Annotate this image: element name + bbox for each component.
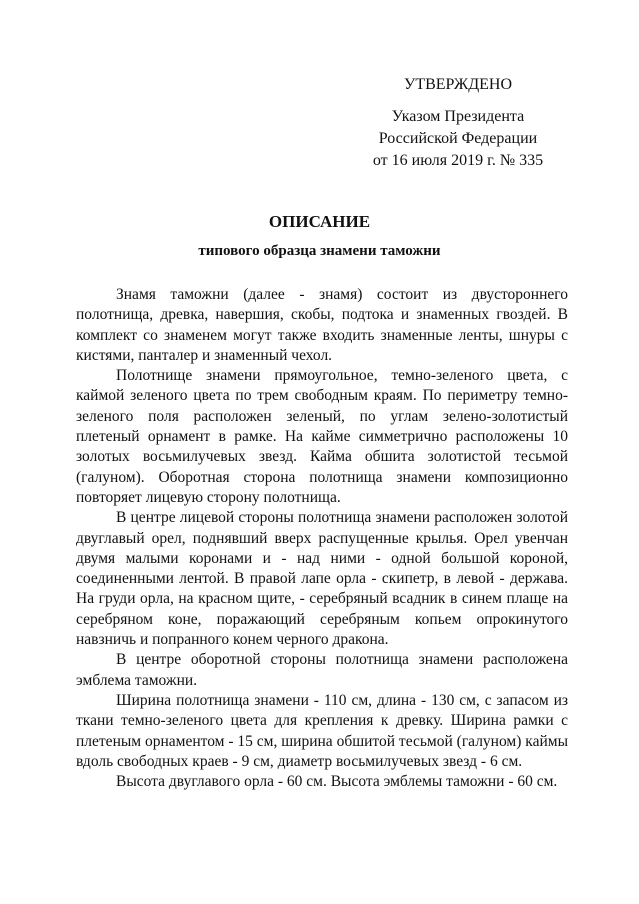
approval-line: Указом Президента [391, 108, 525, 125]
document-body [76, 285, 568, 792]
body-paragraph: Полотнище знамени прямоугольное, темно-зеленого цвета, с каймой зеленого цвета по трем свободным краям. По периметру темно-зеленого поля расположен зеленый, по углам зелено-золотистый плетеный орнамент в рамке. На кайме симметрично расположены 10 золотых восьмилучевых звезд. Кайма обшита золотистой тесьмой (галуном). Оборотная сторона полотнища знамени композиционно повторяет лицевую сторону полотнища. [76, 367, 568, 506]
approval-stamp: УТВЕРЖДЕНО [403, 76, 512, 93]
approval-block [348, 74, 568, 172]
body-paragraph: Ширина полотнища знамени - 110 см, длина - 130 см, с запасом из ткани темно-зеленого цвета для крепления к древку. Ширина рамки с плетеным орнаментом - 15 см, ширина обшитой тесьмой (галуном) каймы вдоль свободных краев - 9 см, диаметр восьмилучевых звезд - 6 см. [76, 691, 568, 770]
document-title: ОПИСАНИЕ [268, 212, 371, 231]
approval-line: Российской Федерации [378, 130, 538, 147]
body-paragraph: Знамя таможни (далее - знамя) состоит из двустороннего полотнища, древка, навершия, скобы, подтока и знаменных гвоздей. В комплект со знаменем могут также входить знаменные ленты, шнуры с кистями, панталер и знаменный чехол. [76, 286, 568, 364]
body-paragraph: В центре лицевой стороны полотнища знамени расположен золотой двуглавый орел, поднявший вверх распущенные крылья. Орел увенчан двумя малыми коронами и - над ними - одной большой короной, соединенными лентой. В правой лапе орла - скипетр, в левой - держава. На груди орла, на красном щите, - серебряный всадник в синем плаще на серебряном коне, поражающий серебряным копьем опрокинутого навзничь и попранного конем черного дракона. [76, 509, 568, 649]
body-paragraph: Высота двуглавого орла - 60 см. Высота эмблемы таможни - 60 см. [116, 773, 558, 791]
approval-line: от 16 июля 2019 г. № 335 [372, 152, 544, 169]
document-subtitle: типового образца знамени таможни [198, 243, 441, 259]
body-paragraph: В центре оборотной стороны полотнища знамени расположена эмблема таможни. [76, 651, 568, 689]
document-heading [0, 212, 639, 261]
